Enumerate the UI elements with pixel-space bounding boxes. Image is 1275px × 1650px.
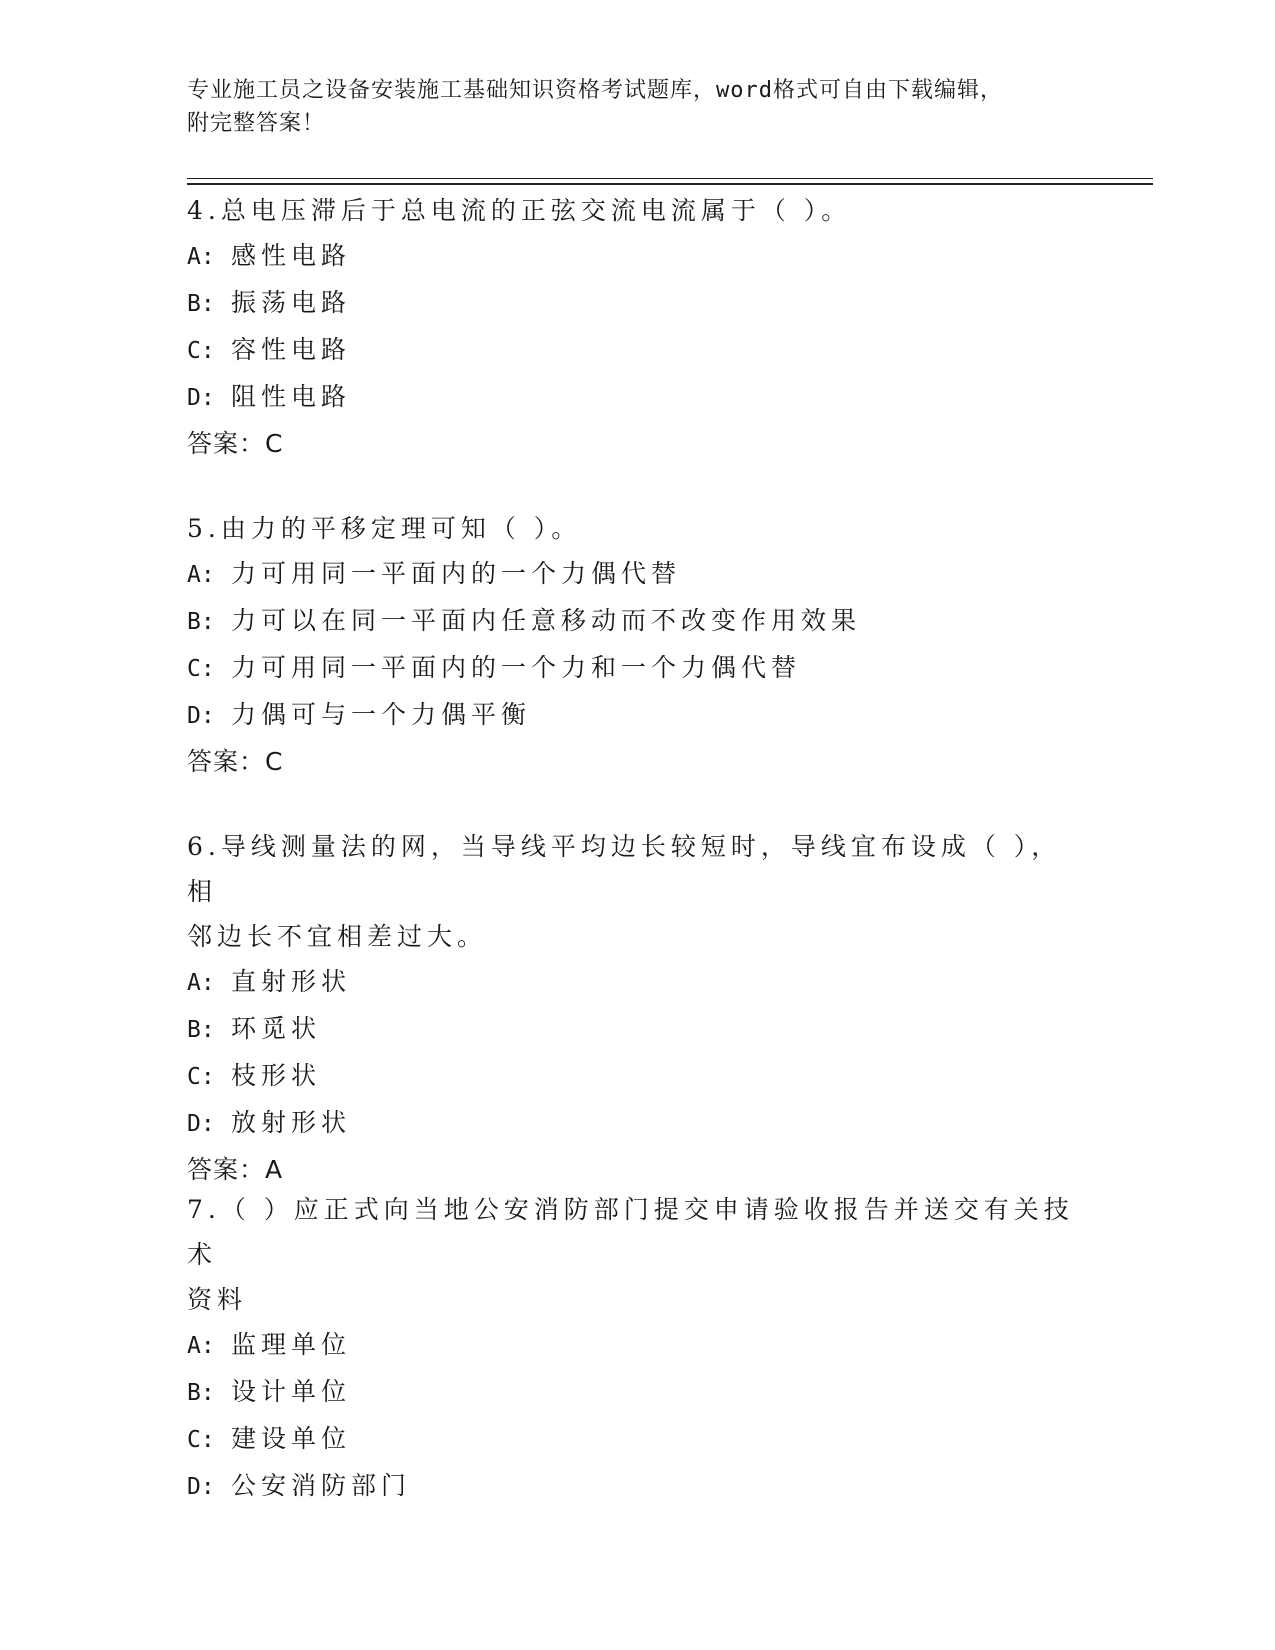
option-letter: C:: [187, 1427, 215, 1453]
option-letter: A:: [187, 244, 215, 270]
option-text: 直射形状: [231, 967, 352, 996]
question-stem: 4.总电压滞后于总电流的正弦交流电流属于（ ）。: [187, 196, 852, 225]
question-stem-line-1: 6.导线测量法的网，当导线平均边长较短时，导线宜布设成（ ），相: [187, 832, 1062, 906]
option-text: 阻性电路: [231, 382, 352, 411]
option-text: 监理单位: [231, 1330, 352, 1359]
option-d: [187, 692, 1087, 739]
option-letter: A:: [187, 1333, 215, 1359]
option-letter: A:: [187, 970, 215, 996]
option-text: 力偶可与一个力偶平衡: [231, 700, 532, 729]
option-text: 力可用同一平面内的一个力和一个力偶代替: [231, 653, 802, 682]
option-letter: D:: [187, 385, 215, 411]
option-letter: B:: [187, 609, 215, 635]
question-stem-line-2: 邻边长不宜相差过大。: [187, 922, 488, 951]
answer-line: 答案：A: [187, 1155, 284, 1184]
question-stem: 5.由力的平移定理可知（ ）。: [187, 514, 582, 543]
option-text: 枝形状: [231, 1061, 322, 1090]
answer-line: 答案：C: [187, 747, 284, 776]
option-d: [187, 374, 1087, 421]
option-letter: D:: [187, 703, 215, 729]
option-b: [187, 1369, 1087, 1416]
question-7: [187, 1187, 1087, 1510]
header-line-2: 附完整答案！: [187, 111, 326, 136]
option-letter: C:: [187, 656, 215, 682]
option-text: 环觅状: [231, 1014, 322, 1043]
option-letter: B:: [187, 1380, 215, 1406]
option-letter: B:: [187, 291, 215, 317]
option-text: 公安消防部门: [231, 1471, 412, 1500]
question-4: [187, 188, 1087, 466]
option-b: [187, 598, 1087, 645]
option-b: [187, 280, 1087, 327]
option-b: [187, 1006, 1087, 1053]
option-text: 感性电路: [231, 241, 352, 270]
option-text: 放射形状: [231, 1108, 352, 1137]
document-header: [187, 74, 1067, 140]
header-line-1: 专业施工员之设备安装施工基础知识资格考试题库，word格式可自由下载编辑，: [187, 78, 1003, 103]
option-text: 振荡电路: [231, 288, 352, 317]
option-text: 力可用同一平面内的一个力偶代替: [231, 559, 682, 588]
option-text: 设计单位: [231, 1377, 352, 1406]
header-divider-bottom: [187, 183, 1153, 185]
option-c: [187, 1053, 1087, 1100]
option-text: 容性电路: [231, 335, 352, 364]
option-a: [187, 551, 1087, 598]
question-6: [187, 824, 1087, 1192]
option-letter: D:: [187, 1111, 215, 1137]
option-a: [187, 959, 1087, 1006]
option-letter: C:: [187, 338, 215, 364]
option-letter: B:: [187, 1017, 215, 1043]
option-a: [187, 233, 1087, 280]
option-d: [187, 1100, 1087, 1147]
option-a: [187, 1322, 1087, 1369]
option-text: 建设单位: [231, 1424, 352, 1453]
option-letter: A:: [187, 562, 215, 588]
question-5: [187, 506, 1087, 784]
option-text: 力可以在同一平面内任意移动而不改变作用效果: [231, 606, 862, 635]
question-stem-line-1: 7.（ ）应正式向当地公安消防部门提交申请验收报告并送交有关技术: [187, 1195, 1074, 1269]
question-stem-line-2: 资料: [187, 1285, 248, 1314]
option-c: [187, 1416, 1087, 1463]
option-letter: D:: [187, 1474, 215, 1500]
option-c: [187, 645, 1087, 692]
option-c: [187, 327, 1087, 374]
answer-line: 答案：C: [187, 429, 284, 458]
option-letter: C:: [187, 1064, 215, 1090]
header-divider-top: [187, 178, 1153, 179]
option-d: [187, 1463, 1087, 1510]
